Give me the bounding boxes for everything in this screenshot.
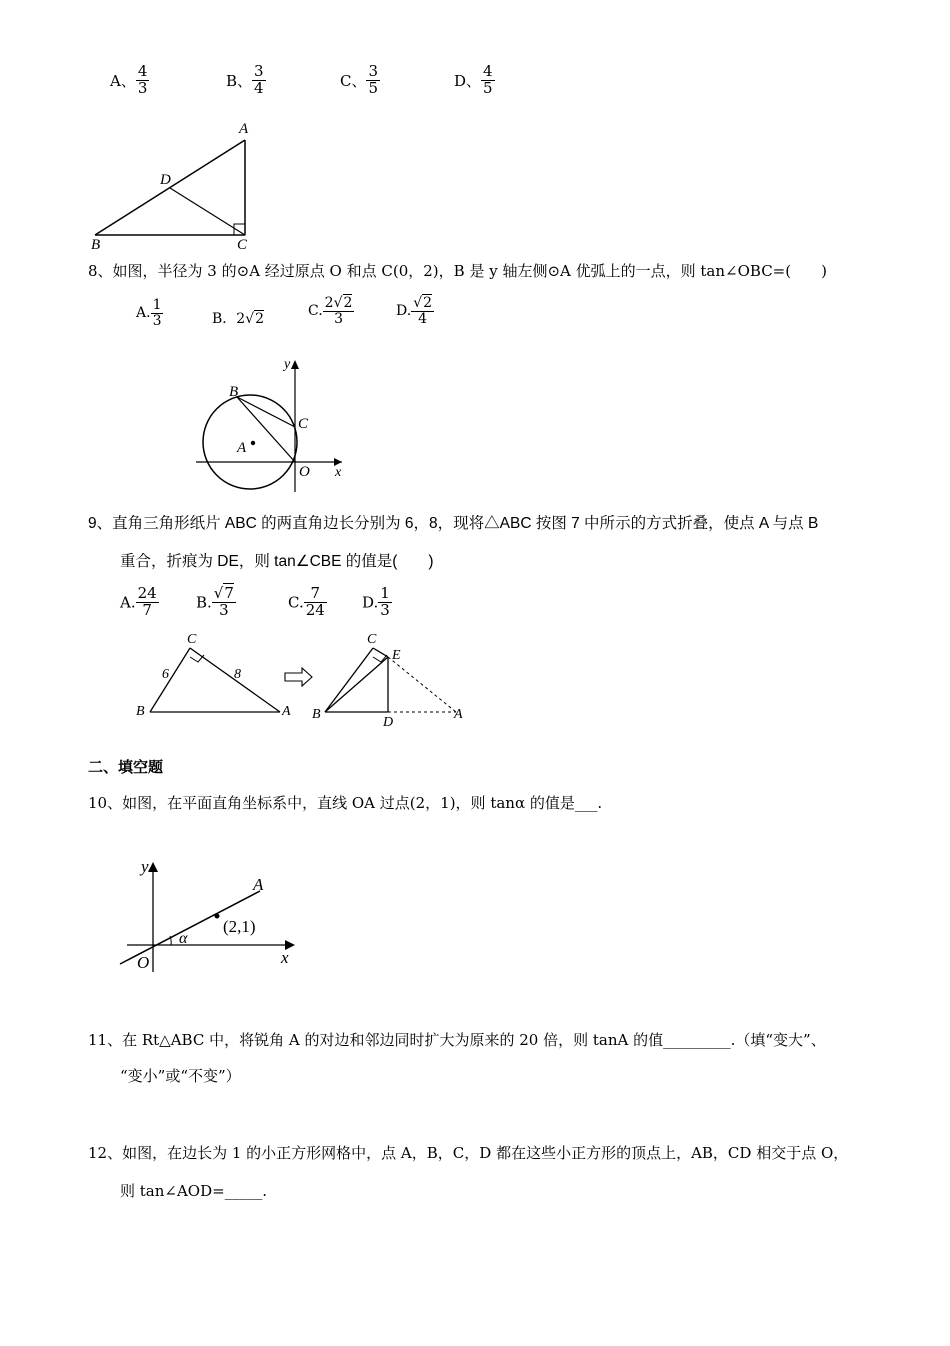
q7-option-a-fraction: $\frac{4}{3}$ xyxy=(137,62,148,97)
q7-label-a: A xyxy=(239,121,249,137)
q7-option-d-fraction: $\frac{4}{5}$ xyxy=(483,62,493,97)
q10-label-alpha: α xyxy=(179,930,188,947)
section-fill-in-title: 二、填空题 xyxy=(88,758,164,776)
q7-option-a: A、 $\frac{4}{3}$ xyxy=(110,62,148,97)
q8-center-point xyxy=(251,441,255,445)
q7-triangle-figure xyxy=(85,118,265,253)
q10-point-marker xyxy=(215,914,220,919)
q8-circle-figure xyxy=(192,352,362,500)
q8-label-x: x xyxy=(335,465,342,480)
q8-label-a: A xyxy=(237,440,247,456)
q10-coordinate-figure xyxy=(115,850,315,978)
q9-label-b2: B xyxy=(312,707,321,722)
q9-option-c: C. $\frac{7}{24}$ xyxy=(288,584,325,619)
q10-label-point: (2,1) xyxy=(223,917,256,936)
q7-option-c: C、 $\frac{3}{5}$ xyxy=(340,62,379,97)
q9-label-6: 6 xyxy=(162,667,169,682)
q8-label-o: O xyxy=(299,464,310,480)
q9-label-c2: C xyxy=(367,632,377,647)
q7-option-d: D、 $\frac{4}{5}$ xyxy=(454,62,493,97)
q11-question-line1: 11、在 Rt△ABC 中，将锐角 A 的对边和邻边同时扩大为原来的 20 倍，则 tanA 的值_________.（填“变大”、 xyxy=(88,1031,826,1049)
q10-label-y: y xyxy=(141,857,149,876)
q7-option-c-fraction: $\frac{3}{5}$ xyxy=(368,62,379,97)
q12-question-line1: 12、如图，在边长为 1 的小正方形网格中，点 A，B，C，D 都在这些小正方形的顶点上，AB，CD 相交于点 O， xyxy=(88,1144,849,1162)
q9-label-e: E xyxy=(392,648,401,663)
q9-label-a2: A xyxy=(454,707,463,722)
q8-option-d: D. $\frac{√2}{4}$ xyxy=(396,295,433,327)
q9-question-line1: 9、直角三角形纸片 ABC 的两直角边长分别为 6，8，现将△ABC 按图 7 中所示的方式折叠，使点 A 与点 B xyxy=(88,515,819,532)
q7-option-b: B、 $\frac{3}{4}$ xyxy=(226,62,264,97)
q9-option-a: A. $\frac{24}{7}$ xyxy=(120,584,157,619)
q9-label-c: C xyxy=(187,632,197,647)
q9-option-b: B. $\frac{√7}{3}$ xyxy=(196,584,234,619)
q10-question: 10、如图，在平面直角坐标系中，直线 OA 过点(2，1)，则 tanα 的值是___. xyxy=(88,794,603,812)
q9-option-d: D. $\frac{1}{3}$ xyxy=(362,584,390,619)
q9-fold-figure xyxy=(130,628,475,733)
q8-label-b: B xyxy=(229,384,239,400)
q12-question-line2: 则 tan∠AOD=_____. xyxy=(120,1182,267,1200)
q8-question: 8、如图，半径为 3 的⊙A 经过原点 O 和点 C(0，2)，B 是 y 轴左侧⊙A 优弧上的一点，则 tan∠OBC=( ) xyxy=(88,262,827,280)
q10-label-x: x xyxy=(281,948,289,967)
q8-label-c: C xyxy=(298,416,309,432)
q8-option-a: A. $\frac{1}{3}$ xyxy=(136,297,162,329)
q7-label-b: B xyxy=(91,237,101,253)
q9-label-a: A xyxy=(282,704,291,719)
q8-circle-a xyxy=(203,395,297,489)
q8-label-y: y xyxy=(284,357,291,372)
q10-label-o: O xyxy=(137,953,150,972)
q8-option-b: B．2√2 xyxy=(212,311,265,327)
q9-label-b: B xyxy=(136,704,145,719)
q9-label-d: D xyxy=(383,715,394,730)
q10-label-a: A xyxy=(253,875,264,894)
q7-label-d: D xyxy=(160,172,171,188)
q9-label-8: 8 xyxy=(234,667,241,682)
q11-question-line2: “变小”或“不变”） xyxy=(120,1067,241,1085)
q7-option-b-fraction: $\frac{3}{4}$ xyxy=(254,62,264,97)
q9-question-line2: 重合，折痕为 DE，则 tan∠CBE 的值是( ) xyxy=(120,553,434,570)
q9-arrow-icon xyxy=(285,668,312,686)
q8-option-c: C. $\frac{2√2}{3}$ xyxy=(308,295,353,327)
q7-label-c: C xyxy=(237,237,248,253)
q8-y-arrow xyxy=(291,360,299,369)
